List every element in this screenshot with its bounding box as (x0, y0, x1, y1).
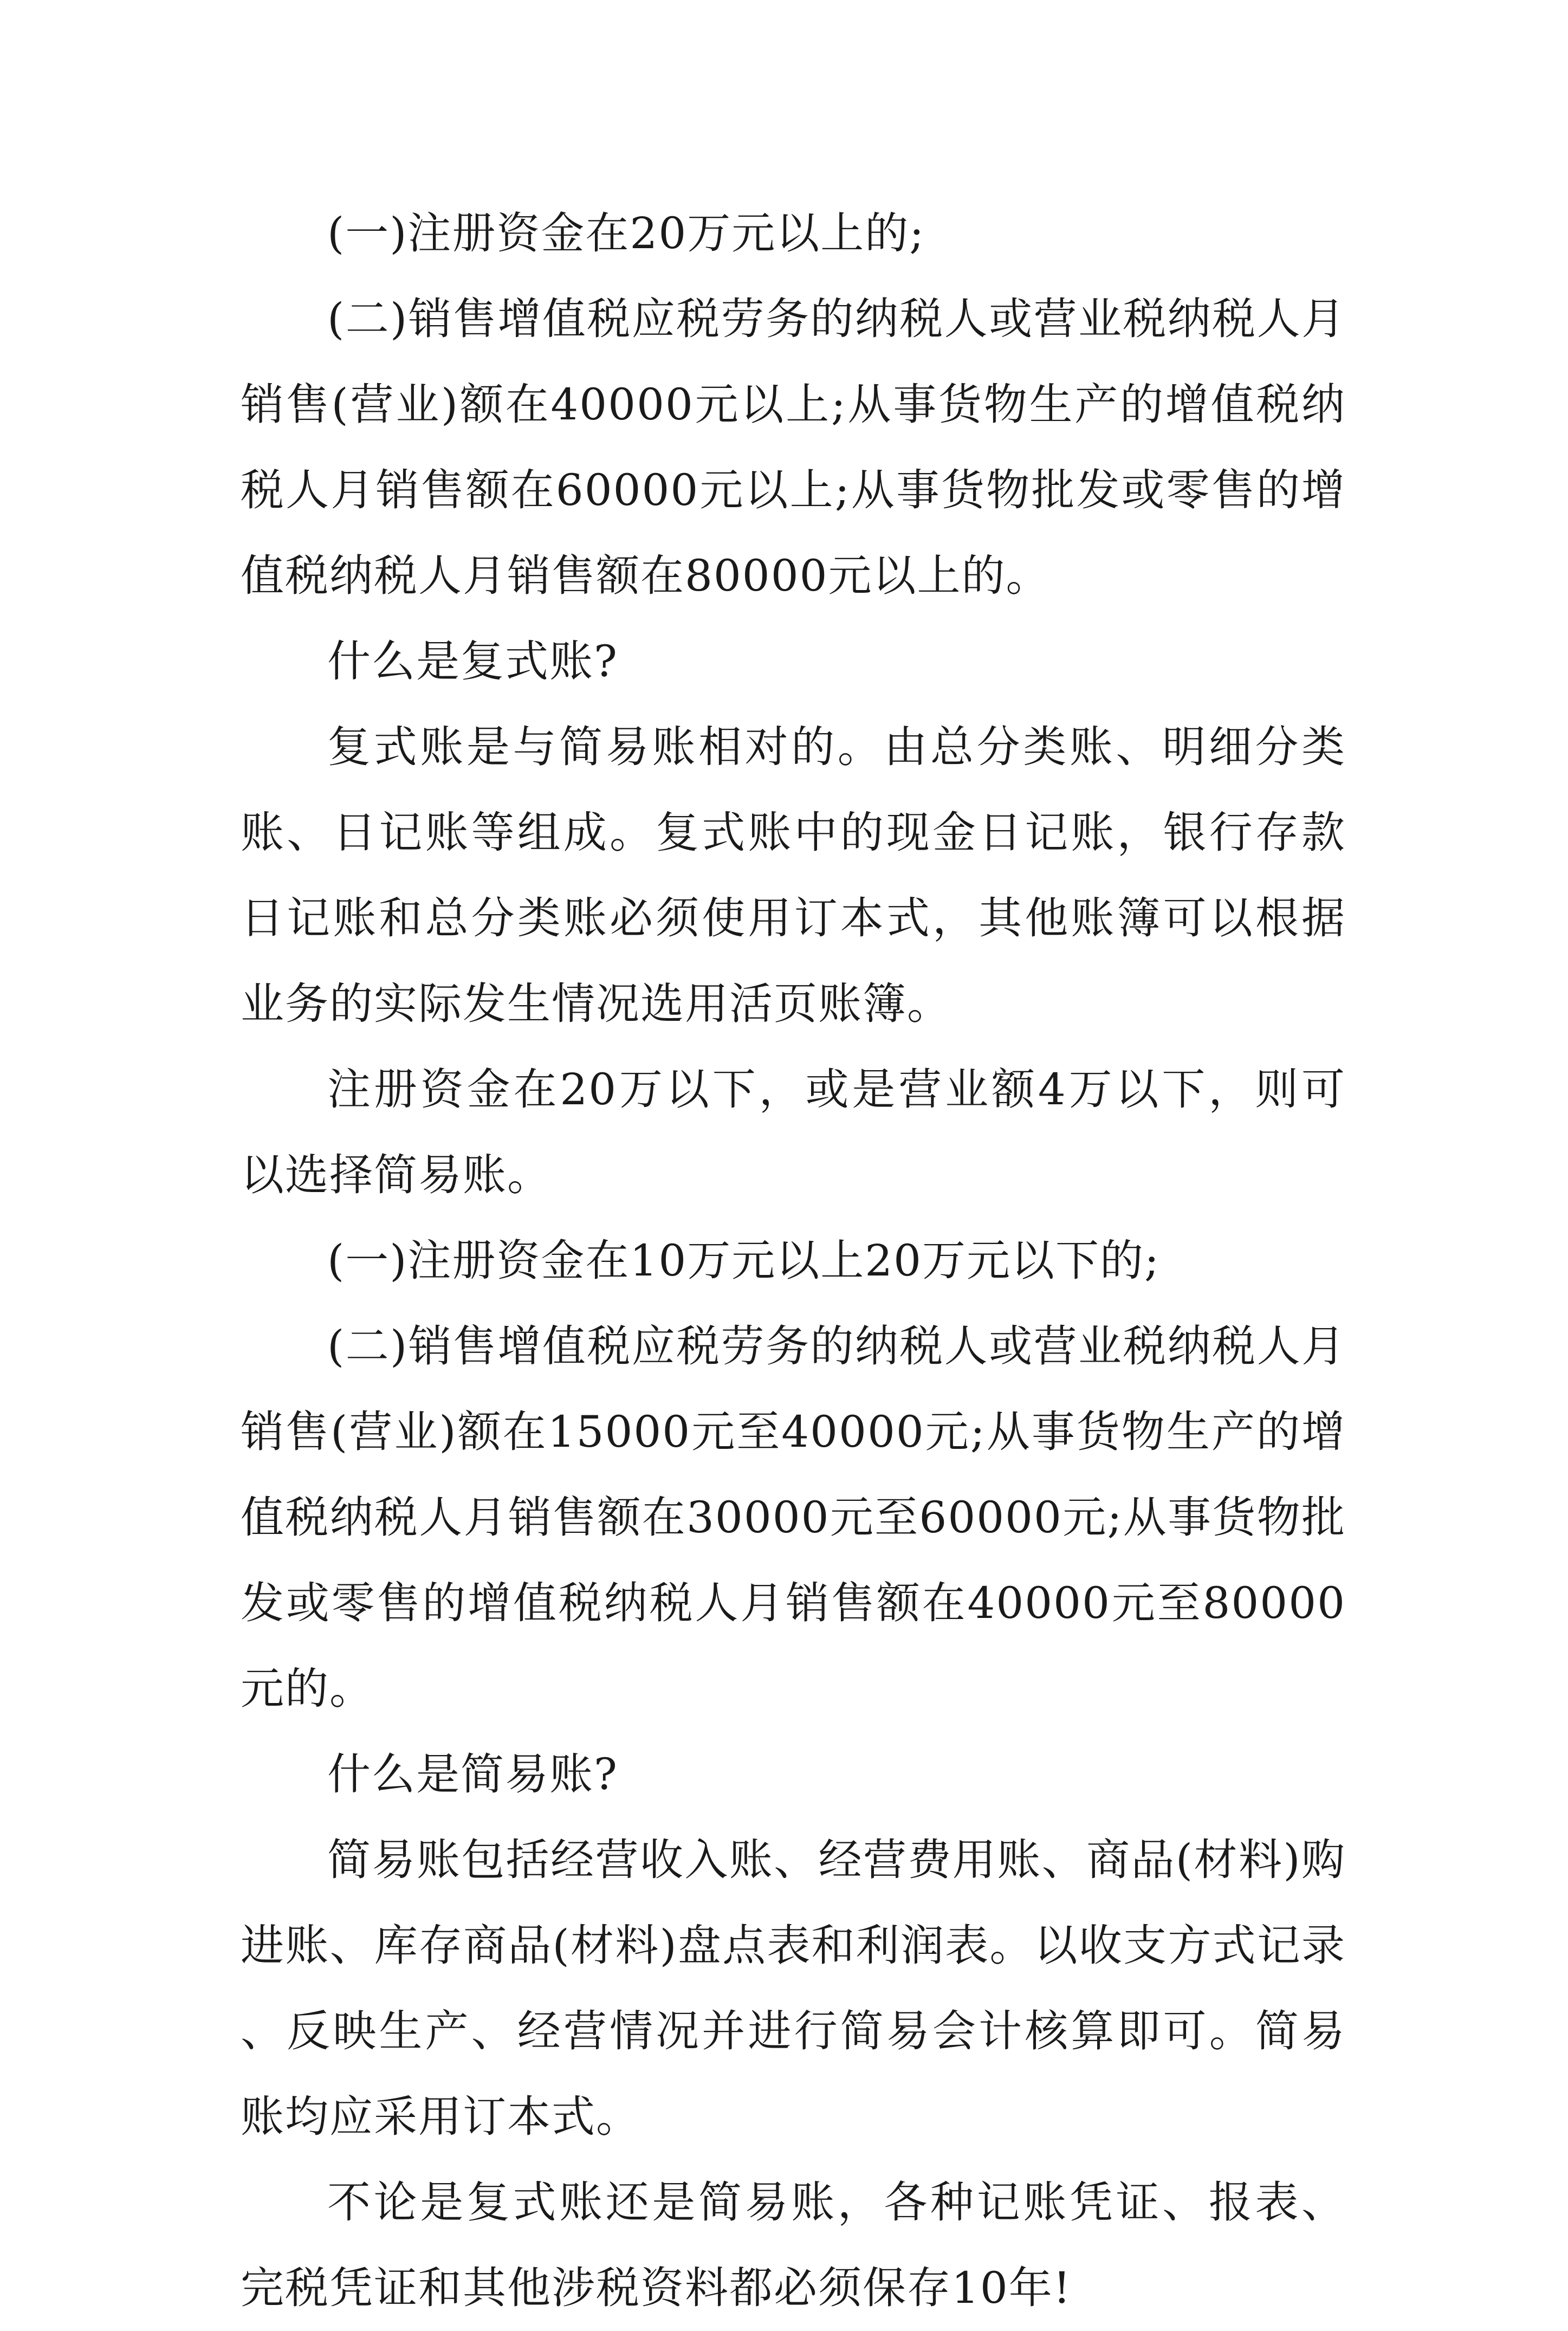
paragraph-double-entry-definition: 复式账是与简易账相对的。由总分类账、明细分类账、日记账等组成。复式账中的现金日记账，银行存款日记账和总分类账必须使用订本式，其他账簿可以根据业务的实际发生情况选用活页账簿。 (241, 722, 1346, 1029)
paragraph-sales-above: (二)销售增值税应税劳务的纳税人或营业税纳税人月销售(营业)额在40000元以上;从事货物生产的增值税纳税人月销售额在60000元以上;从事货物批发或零售的增值税纳税人月销售额在80000元以上的。 (241, 294, 1346, 601)
paragraph-simple-book-condition: 注册资金在20万以下，或是营业额4万以下，则可以选择简易账。 (241, 1064, 1346, 1200)
paragraph-registered-capital-above: (一)注册资金在20万元以上的; (327, 208, 925, 258)
paragraph-sales-range: (二)销售增值税应税劳务的纳税人或营业税纳税人月销售(营业)额在15000元至40000元;从事货物生产的增值税纳税人月销售额在30000元至60000元;从事货物批发或零售的增值税纳税人月销售额在40000元至80000元的。 (241, 1321, 1346, 1714)
document-body (241, 191, 1346, 2331)
heading-what-is-simple-book: 什么是简易账? (327, 1749, 618, 1799)
heading-what-is-double-entry: 什么是复式账? (327, 636, 618, 687)
paragraph-simple-book-definition: 简易账包括经营收入账、经营费用账、商品(材料)购进账、库存商品(材料)盘点表和利润表。以收支方式记录、反映生产、经营情况并进行简易会计核算即可。简易账均应采用订本式。 (241, 1835, 1346, 2142)
paragraph-registered-capital-range: (一)注册资金在10万元以上20万元以下的; (327, 1235, 1160, 1286)
paragraph-retention-period: 不论是复式账还是简易账，各种记账凭证、报表、完税凭证和其他涉税资料都必须保存10年! (241, 2177, 1346, 2313)
